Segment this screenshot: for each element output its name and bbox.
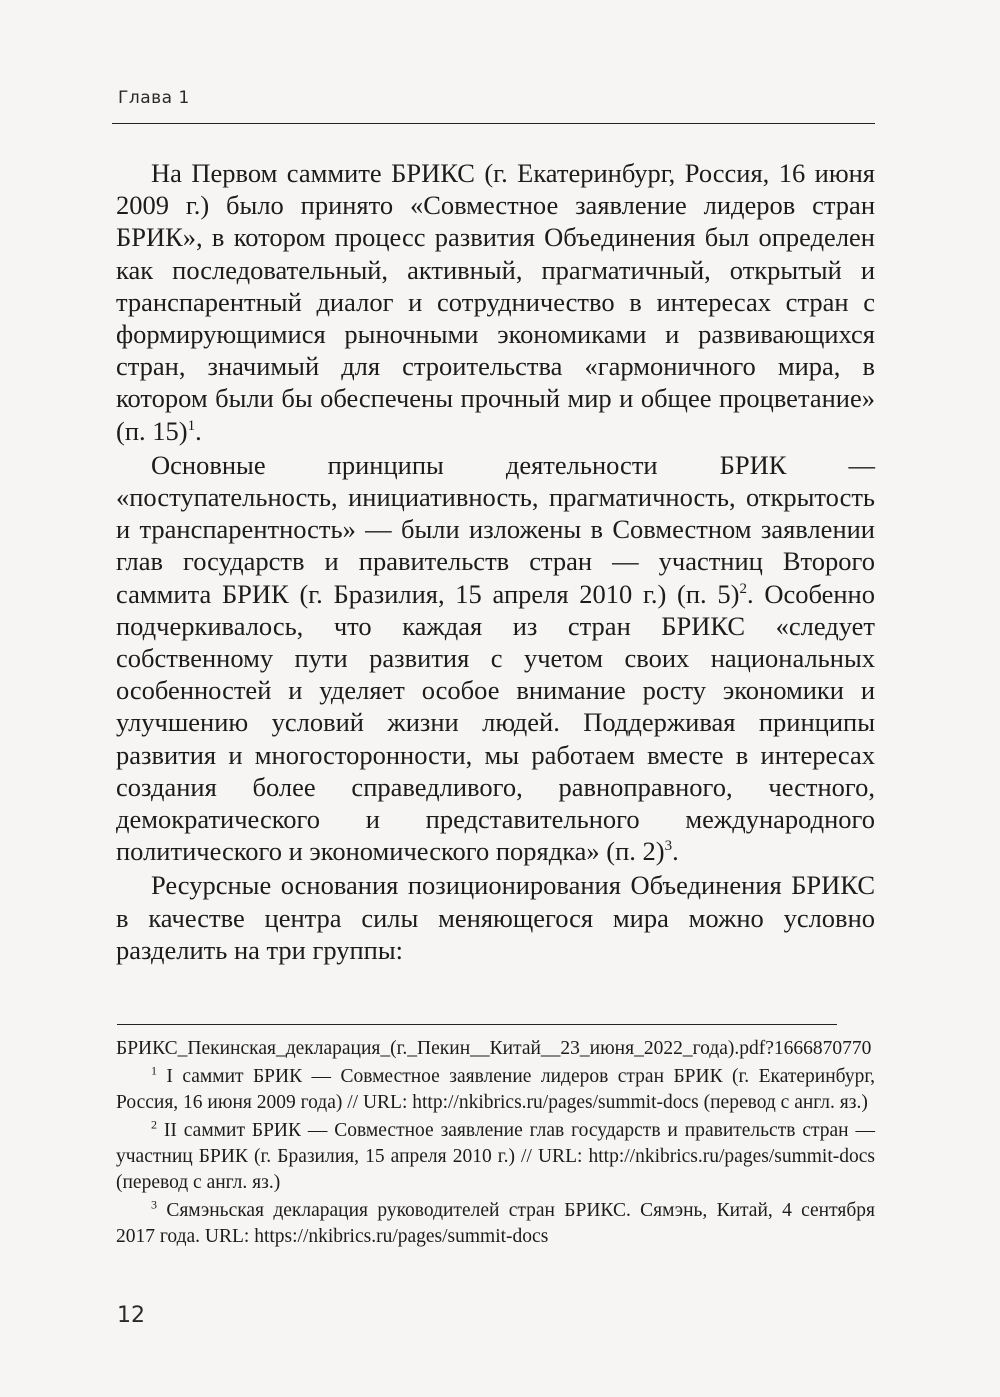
footnote-number-1: 1 [151, 1063, 157, 1078]
header-rule [112, 123, 875, 124]
footnote-2 [116, 1118, 875, 1196]
footnote-ref-2: 2 [739, 580, 747, 597]
footnote-number-2: 2 [151, 1117, 157, 1132]
paragraph-2 [116, 449, 875, 868]
footnotes [116, 1036, 875, 1252]
footnote-number-3: 3 [151, 1197, 157, 1212]
footnote-text-1: I саммит БРИК — Совместное заявление лидеров стран БРИК (г. Екатеринбург, Россия, 16 июня 2009 года) // URL: http://nkibrics.ru/pages/summit-docs (перевод с англ. яз.) [116, 1066, 875, 1113]
footnote-ref-1: 1 [187, 417, 196, 434]
paragraph-2-text-c: . [672, 836, 679, 867]
paragraph-1: На Первом саммите БРИКС (г. Екатеринбург, Россия, 16 июня 2009 г.) было принято «Совместное заявление лидеров стран БРИК», в котором процесс развития Объединения был определен как последовательный, активный, прагматичный, открытый и транспарентный диалог и сотрудничество в интересах стран с формирующимися рыночными экономиками и развивающихся стран, значимый для строительства «гармоничного мира, в котором были бы обеспечены прочный мир и общее процветание» (п. 15)$^1$. [116, 158, 875, 446]
footnote-rule [117, 1024, 837, 1025]
running-head: Глава 1 [118, 88, 190, 108]
page-number: 12 [117, 1303, 145, 1328]
footnote-3 [116, 1198, 875, 1250]
paragraph-3: Ресурсные основания позиционирования Объединения БРИКС в качестве центра силы меняющегося мира можно условно разделить на три группы: [116, 870, 875, 965]
footnote-text-3: Сямэньская декларация руководителей стран БРИКС. Сямэнь, Китай, 4 сентября 2017 года. URL: https://nkibrics.ru/pages/summit-docs [116, 1200, 875, 1247]
footnote-continuation: БРИКС_Пекинская_декларация_(г._Пекин__Китай__23_июня_2022_года).pdf?1666870770 [116, 1038, 872, 1059]
footnote-text-2: II саммит БРИК — Совместное заявление глав государств и правительств стран — участниц БРИК (г. Бразилия, 15 апреля 2010 г.) // URL: http://nkibrics.ru/pages/summit-docs (перевод с англ. яз.) [116, 1120, 875, 1193]
paragraph-2-text-b: . Особенно подчеркивалось, что каждая из стран БРИКС «следует собственному пути развития с учетом своих национальных особенностей и уделяет особое внимание росту экономики и улучшению условий жизни людей. Поддерживая принципы развития и многосторонности, мы работаем вместе в интересах создания более справедливого, равноправного, честного, демократического и представительного международного политического и экономического порядка» (п. 2) [116, 578, 875, 867]
footnote-ref-3: 3 [664, 838, 673, 855]
paragraph-1-text: На Первом саммите БРИКС (г. Екатеринбург, Россия, 16 июня 2009 г.) было принято «Совместное заявление лидеров стран БРИК», в котором процесс развития Объединения был определен как последовательный, активный, прагматичный, открытый и транспарентный диалог и сотрудничество в интересах стран с формирующимися рыночными экономиками и развивающихся стран, значимый для строительства «гармоничного мира, в котором были бы обеспечены прочный мир и общее процветание» (п. 15) [116, 158, 875, 446]
footnote-1 [116, 1064, 875, 1116]
paragraph-2-text-a: Основные принципы деятельности БРИК — «поступательность, инициативность, прагматичность, открытость и транспарентность» — были изложены в Совместном заявлении глав государств и правительств стран — участниц Второго саммита БРИК (г. Бразилия, 15 апреля 2010 г.) (п. 5) [116, 449, 875, 609]
main-text [116, 157, 875, 966]
